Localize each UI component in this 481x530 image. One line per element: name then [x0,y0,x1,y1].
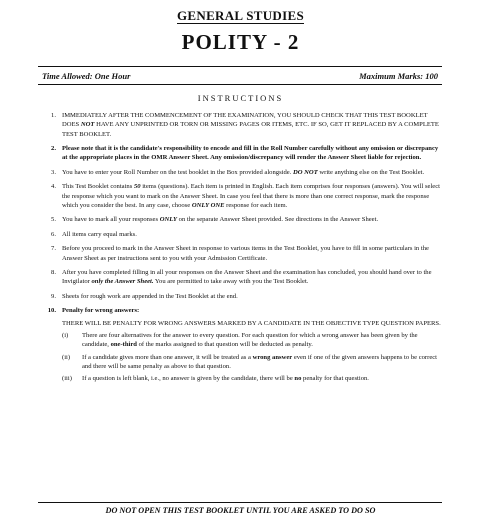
instruction-item: 1. IMMEDIATELY AFTER THE COMMENCEMENT OF THE EXAMINATION, YOU SHOULD CHECK THAT THIS TEST BOOKLET DOES NOT HAVE ANY UNPRINTED OR TORN OR MISSING PAGES OR ITEMS, ETC. IF SO, GET IT REPLACED BY A COMPLETE TEST BOOKLET. [51,112,439,138]
exam-meta [38,71,442,83]
footer-warning: DO NOT OPEN THIS TEST BOOKLET UNTIL YOU ARE ASKED TO DO SO [105,506,376,515]
divider [38,66,442,67]
instruction-item: 4. This Test Booklet contains 50 items (questions). Each item is printed in English. Each item comprises four responses (answers). You will select the response which you want to mark on the Answer Sheet. In case you feel that there is more than one correct response, mark the response which you consider the best. In any case, choose ONLY ONE response for each item. [51,183,440,209]
instruction-item: 8. After you have completed filling in all your responses on the Answer Sheet and the examination has concluded, you should hand over to the Invigilator only the Answer Sheet. You are permitted to take away with you the Test Booklet. [51,269,432,286]
penalty-rule: (iii) If a question is left blank, i.e., no answer is given by the candidate, there will be no penalty for that question. [62,375,369,383]
penalty-heading: Penalty for wrong answers: [62,307,140,315]
subject-heading: GENERAL STUDIES [177,8,304,23]
instruction-item: 2. Please note that it is the candidate's responsibility to encode and fill in the Roll Number carefully without any omission or discrepancy at the appropriate places in the OMR Answer Sheet. Any omission/discrepancy will render the Answer Sheet liable for rejection. [51,145,439,162]
penalty-rule: (i) There are four alternatives for the answer to every question. For each question for which a wrong answer has been given by the candidate, one-third of the marks assigned to that question will be deducted as penalty. [62,332,418,349]
instruction-item: 3. You have to enter your Roll Number on the test booklet in the Box provided alongside. DO NOT write anything else on the Test Booklet. [51,168,425,176]
penalty-section: 10. Penalty for wrong answers: THERE WILL BE PENALTY FOR WRONG ANSWERS MARKED BY A CANDIDATE IN THE OBJECTIVE TYPE QUESTION PAPERS. (i) There are four alternatives for the answer to every question. For each question for which a wrong answer has been given by the candidate, one-third of the marks assigned to that question will be deducted as penalty. (ii) If a candidate gives more than one answer, it will be treated as a wrong answer even if one of the given answers happens to be correct and there will be same penalty as above to that question. (iii) If a question is left blank, i.e., no answer is given by the candidate, there will be no penalty for that question. [47,307,441,383]
instructions-list [40,111,442,389]
instructions-heading: INSTRUCTIONS [197,93,284,103]
divider [38,502,442,503]
instruction-item: 6. All items carry equal marks. [51,230,137,238]
maximum-marks: Maximum Marks: 100 [359,71,438,81]
instruction-item: 9. Sheets for rough work are appended in the Test Booklet at the end. [51,292,238,300]
divider [38,84,442,85]
booklet-title: POLITY - 2 [181,30,300,54]
time-allowed: Time Allowed: One Hour [42,71,131,81]
penalty-intro: THERE WILL BE PENALTY FOR WRONG ANSWERS MARKED BY A CANDIDATE IN THE OBJECTIVE TYPE QUESTION PAPERS. [62,319,441,327]
instruction-item: 5. You have to mark all your responses ONLY on the separate Answer Sheet provided. See directions in the Answer Sheet. [51,216,379,224]
instruction-item: 7. Before you proceed to mark in the Answer Sheet in response to various items in the Test Booklet, you have to fill in some particulars in the Answer Sheet as per instructions sent to you with your Admission Certificate. [51,245,429,262]
penalty-rule: (ii) If a candidate gives more than one answer, it will be treated as a wrong answer even if one of the given answers happens to be correct and there will be same penalty as above to that question. [62,353,438,370]
